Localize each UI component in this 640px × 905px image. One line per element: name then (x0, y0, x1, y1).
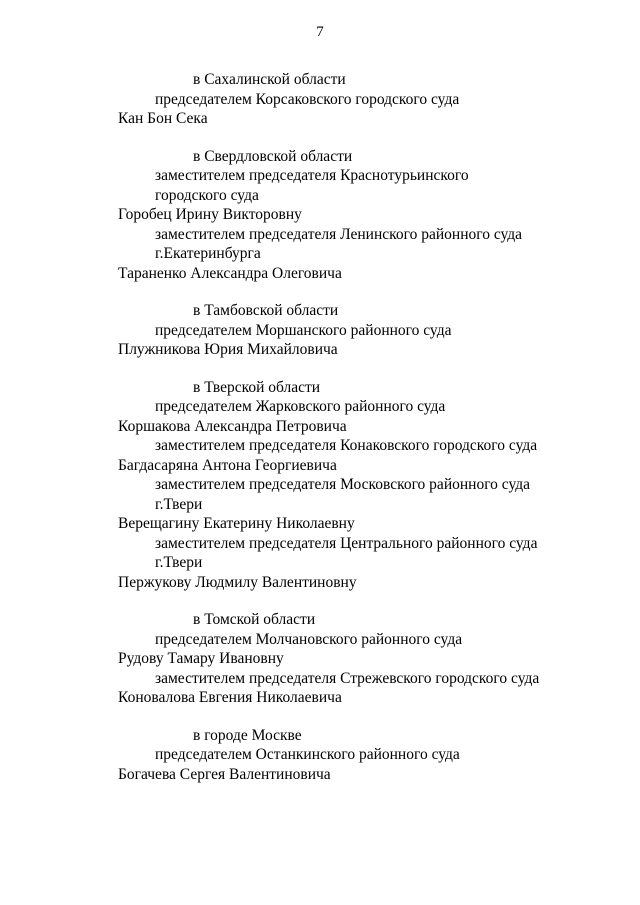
region-section (0, 147, 640, 284)
appointment-post-continued: г.Твери (155, 495, 203, 513)
appointee-name: Горобец Ирину Викторовну (118, 206, 302, 223)
section-spacer (0, 360, 640, 378)
section-spacer (0, 592, 640, 610)
appointment-post: заместителем председателя Московского районного суда (155, 476, 531, 493)
appointment-post: заместителем председателя Стрежевского городского суда (155, 669, 540, 687)
appointment-post: председателем Останкинского районного суда (155, 746, 460, 763)
appointment-post: заместителем председателя Краснотурьинского (155, 167, 469, 184)
appointee-name: Пержукову Людмилу Валентиновну (118, 573, 357, 591)
section-spacer (0, 283, 640, 301)
appointment-post-continued: г.Твери (155, 554, 203, 571)
appointment-post: председателем Жарковского районного суда (155, 398, 446, 415)
appointee-name: Тараненко Александра Олеговича (118, 264, 342, 282)
appointee-name: Богачева Сергея Валентиновича (118, 765, 331, 783)
appointee-name: Плужникова Юрия Михайловича (118, 341, 338, 358)
page-number: 7 (316, 24, 324, 40)
appointee-name: Верещагину Екатерину Николаевну (118, 515, 355, 532)
section-spacer (0, 708, 640, 726)
region-heading: в Томской области (193, 611, 316, 628)
region-heading: в городе Москве (193, 726, 302, 744)
region-section (0, 610, 640, 708)
appointment-post: заместителем председателя Конаковского городского суда (155, 437, 538, 454)
region-heading: в Тверской области (193, 378, 321, 396)
region-heading: в Свердловской области (193, 147, 353, 165)
document-body (0, 70, 640, 784)
appointment-post: председателем Моршанского районного суда (155, 321, 452, 339)
appointee-name: Коршакова Александра Петровича (118, 417, 347, 435)
region-section (0, 378, 640, 593)
region-heading: в Тамбовской области (193, 302, 339, 319)
appointee-name: Коновалова Евгения Николаевича (118, 689, 342, 706)
appointee-name: Кан Бон Сека (118, 110, 208, 127)
appointment-post: председателем Молчановского районного суда (155, 630, 463, 648)
section-spacer (0, 129, 640, 147)
appointment-post: заместителем председателя Центрального районного суда (155, 534, 538, 552)
appointment-post: председателем Корсаковского городского суда (155, 90, 460, 108)
region-section (0, 726, 640, 785)
appointee-name: Рудову Тамару Ивановну (118, 650, 284, 667)
appointment-post: заместителем председателя Ленинского районного суда (155, 225, 523, 243)
region-section (0, 70, 640, 129)
appointee-name: Багдасаряна Антона Георгиевича (118, 456, 337, 474)
appointment-post-continued: г.Екатеринбурга (155, 245, 261, 262)
region-section (0, 301, 640, 360)
region-heading: в Сахалинской области (193, 71, 346, 88)
appointment-post-continued: городского суда (155, 186, 259, 204)
